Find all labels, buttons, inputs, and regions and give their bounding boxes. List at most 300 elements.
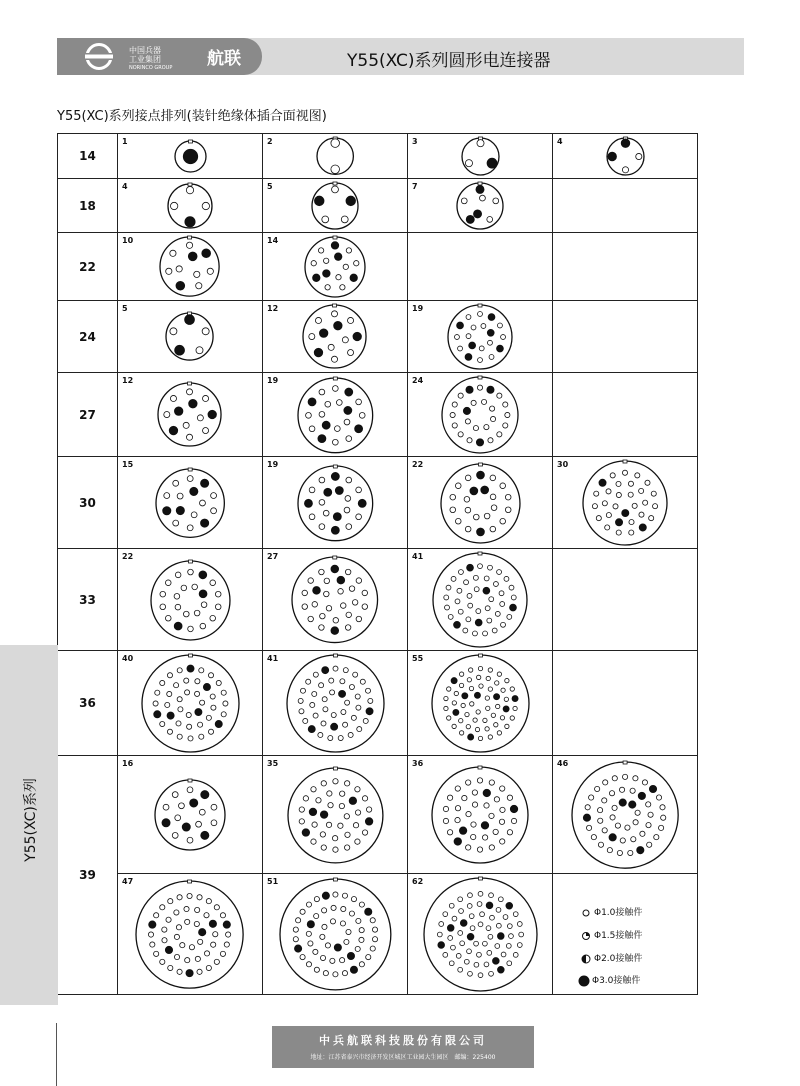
footer-divider <box>56 1023 57 1086</box>
contact-pin <box>186 724 191 729</box>
contact-pin <box>338 589 343 594</box>
contact-pin <box>194 610 200 616</box>
contact-pin <box>455 817 460 822</box>
contact-pin <box>332 892 337 897</box>
contact-pin <box>495 611 500 616</box>
connector-face-diagram <box>421 875 540 994</box>
contact-pin <box>648 812 653 817</box>
contact-pin <box>613 504 618 509</box>
contact-pin <box>338 690 345 697</box>
contact-pin <box>647 842 652 847</box>
contact-pin <box>342 893 347 898</box>
contact-pin <box>481 399 486 404</box>
contact-pin <box>346 570 351 575</box>
contact-pin <box>468 603 473 608</box>
contact-pin <box>491 713 495 717</box>
contact-arrangement-table <box>57 133 698 995</box>
contact-pin <box>355 694 360 699</box>
contact-pin <box>181 585 187 591</box>
contact-pin <box>331 627 339 635</box>
contact-count-label: 5 <box>122 304 128 313</box>
contact-pin <box>510 716 514 720</box>
connector-face-diagram <box>148 558 233 643</box>
connector-face <box>172 138 209 179</box>
connector-face-diagram <box>314 135 356 177</box>
contact-pin <box>310 838 315 843</box>
contact-pin <box>196 956 201 961</box>
contact-pin <box>472 790 477 795</box>
contact-pin <box>476 439 483 446</box>
shell-size-row <box>58 134 698 179</box>
contact-pin <box>332 357 338 363</box>
contact-pin <box>331 565 339 573</box>
contact-pin <box>447 795 452 800</box>
contact-pin <box>210 920 217 927</box>
contact-pin <box>594 786 599 791</box>
contact-pin <box>339 791 344 796</box>
contact-pin <box>622 167 628 173</box>
contact-pin <box>625 825 630 830</box>
contact-pin <box>489 813 494 818</box>
shell-size-row <box>58 233 698 301</box>
contact-pin <box>597 807 602 812</box>
contact-pin <box>487 216 493 222</box>
contact-pin <box>187 837 193 843</box>
contact-pin <box>320 614 325 619</box>
contact-pin <box>319 389 325 395</box>
contact-pin <box>314 196 324 206</box>
contact-pin <box>452 916 457 921</box>
contact-pin <box>294 945 301 952</box>
contact-pin <box>513 912 518 917</box>
connector-face-diagram <box>604 135 647 178</box>
contact-pin <box>170 427 178 435</box>
contact-pin <box>332 835 337 840</box>
contact-pin <box>344 780 349 785</box>
contact-count-label: 51 <box>267 877 279 886</box>
contact-pin <box>324 578 329 583</box>
contact-pin <box>309 808 316 815</box>
contact-pin <box>309 426 315 432</box>
contact-pin <box>475 727 479 731</box>
connector-face <box>277 876 394 997</box>
contact-pin <box>465 526 471 532</box>
contact-pin <box>331 526 339 534</box>
contact-pin <box>486 950 491 955</box>
contact-pin <box>190 487 198 495</box>
contact-pin <box>501 622 506 627</box>
contact-pin <box>464 712 468 716</box>
contact-pin <box>488 934 493 939</box>
contact-pin <box>323 971 328 976</box>
contact-pin <box>149 932 154 937</box>
contact-pin <box>344 700 349 705</box>
contact-pin <box>319 411 325 417</box>
contact-pin <box>168 965 173 970</box>
contact-pin <box>177 969 182 974</box>
contact-pin <box>461 198 467 204</box>
contact-pin <box>302 604 307 609</box>
contact-pin <box>476 609 481 614</box>
contact-pin <box>186 665 193 672</box>
contact-pin <box>499 482 505 488</box>
contact-pin <box>497 345 504 352</box>
contact-pin <box>635 810 640 815</box>
contact-pin <box>620 838 625 843</box>
contact-pin <box>499 819 504 824</box>
contact-pin <box>342 971 347 976</box>
shell-size-cell: 27 <box>58 373 118 457</box>
contact-pin <box>505 412 510 417</box>
contact-count-label: 14 <box>267 236 279 245</box>
contact-pin <box>175 954 180 959</box>
contact-pin <box>467 678 471 682</box>
contact-pin <box>344 507 350 513</box>
contact-pin <box>501 335 506 340</box>
contact-pin <box>504 724 508 728</box>
contact-pin <box>208 269 214 275</box>
contact-pin <box>191 512 197 518</box>
contact-pin <box>350 966 357 973</box>
contact-pin <box>510 805 517 812</box>
contact-pin <box>200 479 208 487</box>
contact-pin <box>216 680 221 685</box>
contact-pin <box>467 893 472 898</box>
contact-pin <box>346 625 351 630</box>
contact-pin <box>654 834 659 839</box>
contact-pin <box>447 830 452 835</box>
connector-face-diagram <box>580 458 670 548</box>
contact-pin <box>443 806 448 811</box>
contact-pin <box>174 622 182 630</box>
contact-pin <box>222 701 227 706</box>
contact-pin <box>489 915 494 920</box>
contact-pin <box>643 500 648 505</box>
contact-pin <box>210 694 215 699</box>
contact-pin <box>201 791 209 799</box>
connector-face <box>165 181 215 235</box>
contact-pin <box>166 917 171 922</box>
arrangement-cell <box>553 549 698 651</box>
contact-pin <box>616 492 621 497</box>
contact-pin <box>619 787 624 792</box>
contact-pin <box>166 269 172 275</box>
arrangement-cell <box>263 233 408 301</box>
contact-pin <box>177 266 183 272</box>
shell-size-row <box>58 301 698 373</box>
contact-pin <box>499 591 504 596</box>
contact-pin <box>488 438 493 443</box>
contact-pin <box>170 251 176 257</box>
contact-pin <box>459 683 463 687</box>
contact-pin <box>469 486 477 494</box>
connector-face-diagram <box>429 764 531 866</box>
contact-pin <box>457 967 462 972</box>
contact-pin <box>479 346 484 351</box>
contact-pin <box>454 691 458 695</box>
contact-pin <box>598 842 603 847</box>
contact-pin <box>503 915 508 920</box>
arrangement-cell <box>408 874 553 995</box>
arrangement-cell <box>553 233 698 301</box>
contact-pin <box>505 507 511 513</box>
contact-pin <box>343 939 348 944</box>
connector-face-diagram <box>277 876 394 993</box>
contact-pin <box>458 719 462 723</box>
contact-pin <box>640 831 645 836</box>
contact-pin <box>198 668 203 673</box>
contact-pin <box>452 709 458 715</box>
contact-pin <box>187 626 193 632</box>
contact-pin <box>498 897 503 902</box>
connector-face <box>155 380 224 453</box>
contact-pin <box>348 732 353 737</box>
connector-face-diagram <box>309 180 361 232</box>
contact-count-label: 30 <box>557 460 569 469</box>
contact-pin <box>631 837 636 842</box>
arrangement-cell <box>263 134 408 179</box>
contact-pin <box>163 804 169 810</box>
contact-pin <box>345 495 351 501</box>
contact-pin <box>507 795 512 800</box>
contact-pin <box>215 905 220 910</box>
contact-pin <box>331 472 339 480</box>
contact-pin <box>187 736 192 741</box>
connector-face <box>309 180 361 236</box>
contact-pin <box>348 350 354 356</box>
contact-pin <box>190 945 195 950</box>
contact-pin <box>331 139 340 148</box>
contact-pin <box>473 210 481 218</box>
contact-pin <box>311 821 316 826</box>
contact-pin <box>599 479 606 486</box>
contact-pin <box>337 577 345 585</box>
contact-pin <box>661 815 666 820</box>
contact-pin <box>203 328 210 335</box>
contact-pin <box>309 514 315 520</box>
contact-pin <box>504 576 509 581</box>
contact-pin <box>321 844 326 849</box>
contact-pin <box>467 564 474 571</box>
contact-pin <box>154 951 159 956</box>
contact-pin <box>484 962 489 967</box>
contact-pin <box>362 590 367 595</box>
arrangement-cell <box>118 549 263 651</box>
contact-pin <box>450 412 455 417</box>
contact-pin <box>370 918 375 923</box>
contact-pin <box>164 702 169 707</box>
contact-pin <box>203 683 210 690</box>
contact-pin <box>331 712 336 717</box>
contact-pin <box>340 921 345 926</box>
contact-pin <box>473 425 478 430</box>
contact-pin <box>658 825 663 830</box>
contact-pin <box>457 588 462 593</box>
contact-pin <box>370 946 375 951</box>
contact-pin <box>323 510 329 516</box>
contact-pin <box>451 576 456 581</box>
arrangement-cell <box>263 756 408 874</box>
shell-size-row <box>58 549 698 651</box>
contact-pin <box>497 966 504 973</box>
connector-face <box>429 764 531 870</box>
contact-pin <box>298 709 303 714</box>
contact-pin <box>446 585 451 590</box>
contact-pin <box>487 158 497 168</box>
contact-pin <box>446 716 450 720</box>
contact-pin <box>346 435 352 441</box>
contact-pin <box>500 716 504 720</box>
contact-pin <box>330 919 335 924</box>
contact-pin <box>642 780 647 785</box>
contact-pin <box>443 706 447 710</box>
contact-pin <box>341 216 348 223</box>
contact-pin <box>319 934 324 939</box>
contact-pin <box>477 847 482 852</box>
contact-pin <box>351 897 356 902</box>
contact-pin <box>215 591 221 597</box>
contact-pin <box>503 402 508 407</box>
contact-pin <box>317 732 322 737</box>
contact-pin <box>225 942 230 947</box>
contact-pin <box>497 393 502 398</box>
contact-pin <box>622 774 627 779</box>
arrangement-cell <box>263 301 408 373</box>
contact-pin <box>307 941 312 946</box>
connector-face <box>139 652 242 759</box>
arrangement-cell <box>118 179 263 233</box>
arrangement-cell <box>408 179 553 233</box>
contact-pin <box>359 962 364 967</box>
connector-face <box>300 302 369 375</box>
contact-pin <box>153 711 160 718</box>
contact-pin <box>187 893 192 898</box>
contact-pin <box>221 712 226 717</box>
contact-pin <box>309 702 314 707</box>
legend-pin-icon <box>578 975 592 987</box>
connector-face <box>285 765 386 870</box>
contact-pin <box>302 718 307 723</box>
arrangement-cell <box>408 233 553 301</box>
contact-pin <box>464 496 470 502</box>
contact-pin <box>494 681 498 685</box>
page-header <box>57 38 744 75</box>
contact-pin <box>609 834 616 841</box>
contact-count-label: 5 <box>267 182 273 191</box>
contact-pin <box>466 724 470 728</box>
arrangement-cell <box>408 373 553 457</box>
contact-pin <box>474 587 479 592</box>
contact-pin <box>489 780 494 785</box>
contact-pin <box>610 815 615 820</box>
shell-size-cell: 39 <box>58 756 118 995</box>
contact-pin <box>319 523 325 529</box>
contact-pin <box>491 504 497 510</box>
contact-pin <box>355 809 360 814</box>
contact-pin <box>334 253 341 260</box>
contact-pin <box>477 385 482 390</box>
contact-pin <box>329 958 334 963</box>
contact-pin <box>159 721 164 726</box>
contact-pin <box>452 701 456 705</box>
contact-pin <box>616 481 621 486</box>
contact-pin <box>210 705 215 710</box>
contact-pin <box>350 274 357 281</box>
contact-pin <box>209 579 215 585</box>
contact-pin <box>494 797 499 802</box>
contact-pin <box>488 314 495 321</box>
contact-pin <box>619 799 626 806</box>
arrangement-cell <box>553 373 698 457</box>
contact-pin <box>194 691 199 696</box>
contact-pin <box>510 687 514 691</box>
legend-pin-icon <box>580 953 594 965</box>
contact-pin <box>511 595 516 600</box>
contact-pin <box>489 845 494 850</box>
contact-pin <box>320 810 327 817</box>
contact-pin <box>504 697 508 701</box>
contact-pin <box>172 792 178 798</box>
contact-pin <box>326 790 331 795</box>
contact-pin <box>507 924 512 929</box>
connector-face <box>289 554 381 650</box>
contact-pin <box>465 507 471 513</box>
contact-pin <box>466 386 473 393</box>
contact-pin <box>488 340 493 345</box>
connector-face <box>153 466 227 544</box>
connector-face-diagram <box>445 302 515 372</box>
contact-pin <box>628 492 633 497</box>
contact-pin <box>465 475 471 481</box>
contact-pin <box>511 818 516 823</box>
contact-pin <box>199 500 205 506</box>
contact-pin <box>470 926 475 931</box>
contact-pin <box>185 919 190 924</box>
contact-pin <box>490 526 496 532</box>
contact-pin <box>452 423 457 428</box>
contact-pin <box>372 927 377 932</box>
contact-pin <box>346 196 356 206</box>
contact-pin <box>445 605 450 610</box>
contact-pin <box>345 929 350 934</box>
contact-pin <box>344 388 352 396</box>
contact-pin <box>490 416 495 421</box>
contact-pin <box>341 603 346 608</box>
contact-pin <box>343 337 349 343</box>
contact-pin <box>449 903 454 908</box>
contact-pin <box>651 491 656 496</box>
contact-pin <box>160 959 165 964</box>
contact-pin <box>612 805 617 810</box>
contact-pin <box>493 198 499 204</box>
contact-pin <box>170 328 177 335</box>
contact-pin <box>442 952 447 957</box>
contact-pin <box>308 398 316 406</box>
contact-pin <box>323 270 330 277</box>
contact-pin <box>325 401 331 407</box>
contact-pin <box>469 702 473 706</box>
contact-pin <box>463 407 470 414</box>
contact-pin <box>508 934 513 939</box>
contact-count-label: 7 <box>412 182 418 191</box>
contact-pin <box>455 518 461 524</box>
contact-pin <box>308 726 315 733</box>
contact-pin <box>466 617 471 622</box>
contact-pin <box>321 908 326 913</box>
contact-pin <box>210 492 216 498</box>
connector-face-diagram <box>152 777 228 853</box>
contact-pin <box>322 216 329 223</box>
